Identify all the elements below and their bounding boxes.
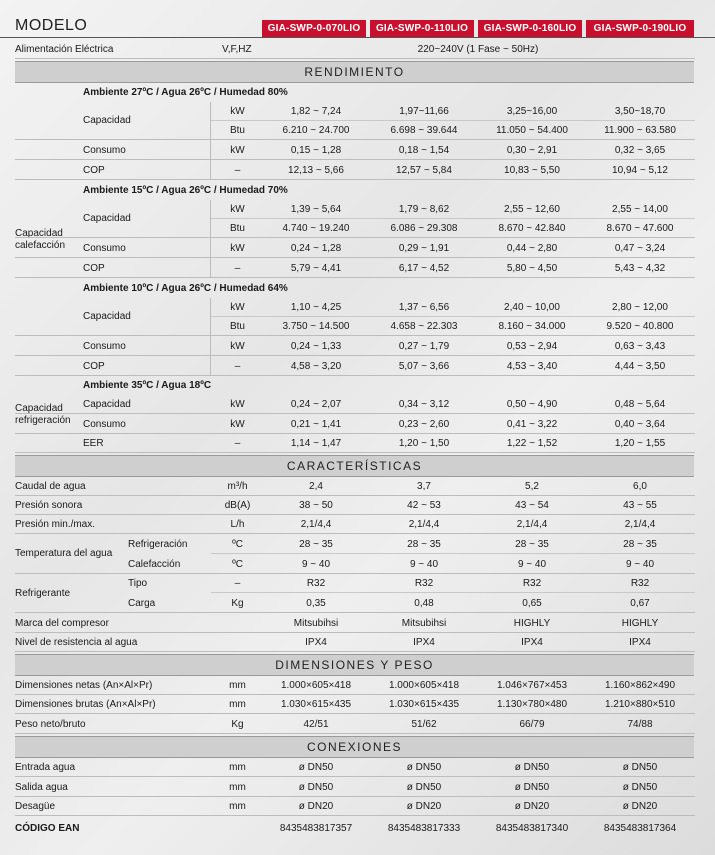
value: ø DN50 <box>298 762 334 773</box>
model-header <box>0 15 715 38</box>
unit: kW <box>230 399 245 410</box>
model-3: GIA-SWP-0-160LIO <box>478 20 582 37</box>
value: 3,7 <box>417 481 431 492</box>
value: ø DN50 <box>406 782 442 793</box>
unit: kW <box>230 106 245 117</box>
value: 8.160 ~ 34.000 <box>498 321 566 332</box>
value: 0,65 <box>522 598 542 609</box>
value: 2,55 ~ 12,60 <box>504 204 560 215</box>
value: ø DN50 <box>406 762 442 773</box>
value: ø DN20 <box>298 801 334 812</box>
value: 9 ~ 40 <box>625 559 655 570</box>
divider <box>210 200 211 278</box>
value: 1,20 ~ 1,50 <box>398 438 450 449</box>
value: 8435483817340 <box>495 823 569 834</box>
unit: mm <box>229 801 246 812</box>
dim-brutas-label: Dimensiones brutas (An×Al×Pr) <box>15 699 156 710</box>
value: 1.000×605×418 <box>280 680 352 691</box>
heating-block-1-consumo <box>0 141 715 160</box>
value: ø DN50 <box>514 762 550 773</box>
power-value: 220~240V (1 Fase ~ 50Hz) <box>417 44 539 55</box>
value: 3,25~16,00 <box>506 106 558 117</box>
heating-block-1-btu <box>0 115 715 140</box>
value: 12,13 ~ 5,66 <box>288 165 344 176</box>
value: 5,07 ~ 3,66 <box>398 361 450 372</box>
value: ø DN50 <box>298 782 334 793</box>
cooling-eer <box>0 434 715 453</box>
consumo-label: Consumo <box>83 243 126 254</box>
value: 1,39 ~ 5,64 <box>290 204 342 215</box>
value: 1,82 ~ 7,24 <box>290 106 342 117</box>
value: 66/79 <box>519 719 545 730</box>
value: 0,50 ~ 4,90 <box>506 399 558 410</box>
consumo-label: Consumo <box>83 145 126 156</box>
unit: – <box>234 165 241 176</box>
power-unit: V,F,HZ <box>222 44 252 55</box>
value: 43 ~ 55 <box>623 500 657 511</box>
consumo-label: Consumo <box>83 419 126 430</box>
value: Mitsubihsi <box>401 618 447 629</box>
unit: Btu <box>229 321 245 332</box>
unit: mm <box>229 782 246 793</box>
cooling-group-label-1: Capacidad <box>15 403 63 414</box>
value: 2,80 ~ 12,00 <box>612 302 668 313</box>
value: R32 <box>630 578 650 589</box>
refrigerante-group-label: Refrigerante <box>15 588 71 599</box>
caudal-label: Caudal de agua <box>15 481 86 492</box>
value: 43 ~ 54 <box>515 500 549 511</box>
dim-brutas-row <box>0 695 715 714</box>
temp-group-label: Temperatura del agua <box>15 548 113 559</box>
value: 1,37 ~ 6,56 <box>398 302 450 313</box>
presion-row <box>0 515 715 534</box>
cooling-group-label-2: refrigeración <box>15 415 71 426</box>
unit: Btu <box>229 125 245 136</box>
dim-netas-label: Dimensiones netas (An×Al×Pr) <box>15 680 153 691</box>
value: 0,24 ~ 1,28 <box>290 243 342 254</box>
model-1: GIA-SWP-0-070LIO <box>262 20 366 37</box>
section-rendimiento: RENDIMIENTO <box>15 61 694 83</box>
compresor-row <box>0 614 715 633</box>
desague-label: Desagüe <box>15 801 56 812</box>
value: 5,2 <box>525 481 539 492</box>
value: 8435483817364 <box>603 823 677 834</box>
value: 6,0 <box>633 481 647 492</box>
value: 8.670 ~ 47.600 <box>606 223 674 234</box>
value: Mitsubihsi <box>293 618 339 629</box>
unit: mm <box>229 699 246 710</box>
temp-cal-row <box>0 555 715 574</box>
heating-block-3-consumo <box>0 337 715 356</box>
value: 0,34 ~ 3,12 <box>398 399 450 410</box>
unit: kW <box>230 243 245 254</box>
capacidad-label: Capacidad <box>83 213 131 224</box>
value: ø DN50 <box>622 762 658 773</box>
heating-block-3-cop <box>0 357 715 376</box>
caudal-row <box>0 477 715 496</box>
cooling-capacidad <box>0 395 715 414</box>
heating-block-2-cop <box>0 259 715 278</box>
value: 28 ~ 35 <box>299 539 333 550</box>
value: 0,30 ~ 2,91 <box>506 145 558 156</box>
ean-label: CÓDIGO EAN <box>15 823 80 834</box>
heating-block-3-ambient <box>0 279 715 298</box>
unit: – <box>234 263 241 274</box>
desague-row <box>0 797 715 816</box>
value: 28 ~ 35 <box>515 539 549 550</box>
cop-label: COP <box>83 165 105 176</box>
value: 11.050 ~ 54.400 <box>496 125 568 136</box>
salida-label: Salida agua <box>15 782 68 793</box>
value: 0,47 ~ 3,24 <box>614 243 666 254</box>
value: 38 ~ 50 <box>299 500 333 511</box>
heating-block-2-btu <box>0 213 715 238</box>
value: 5,80 ~ 4,50 <box>506 263 558 274</box>
value: 5,43 ~ 4,32 <box>614 263 666 274</box>
unit: dB(A) <box>224 500 251 511</box>
consumo-label: Consumo <box>83 341 126 352</box>
value: 3,50~18,70 <box>614 106 666 117</box>
cop-label: COP <box>83 361 105 372</box>
value: 0,67 <box>630 598 650 609</box>
cooling-ambient <box>0 376 715 395</box>
capacidad-label: Capacidad <box>83 311 131 322</box>
value: 6.086 ~ 29.308 <box>390 223 458 234</box>
ambient-label: Ambiente 35ºC / Agua 18ºC <box>83 380 212 391</box>
temp-refr-label: Refrigeración <box>128 539 188 550</box>
unit: Kg <box>231 719 244 730</box>
unit: kW <box>230 145 245 156</box>
unit: – <box>234 438 241 449</box>
value: 28 ~ 35 <box>407 539 441 550</box>
value: ø DN50 <box>622 782 658 793</box>
heating-block-2-consumo <box>0 239 715 258</box>
section-dimensiones: DIMENSIONES Y PESO <box>15 654 694 676</box>
value: 4,58 ~ 3,20 <box>290 361 342 372</box>
presion-sonora-row <box>0 496 715 515</box>
value: 1,22 ~ 1,52 <box>506 438 558 449</box>
value: IPX4 <box>413 637 435 648</box>
value: 1.210×880×510 <box>604 699 676 710</box>
value: 10,83 ~ 5,50 <box>504 165 560 176</box>
value: 0,18 ~ 1,54 <box>398 145 450 156</box>
presion-label: Presión min./max. <box>15 519 96 530</box>
heating-block-2-ambient <box>0 181 715 200</box>
model-2: GIA-SWP-0-110LIO <box>370 20 474 37</box>
temp-cal-label: Calefacción <box>128 559 181 570</box>
value: 6,17 ~ 4,52 <box>398 263 450 274</box>
value: ø DN20 <box>406 801 442 812</box>
unit: L/h <box>230 519 245 530</box>
tipo-row <box>0 574 715 593</box>
value: 0,44 ~ 2,80 <box>506 243 558 254</box>
value: R32 <box>414 578 434 589</box>
value: 1.030×615×435 <box>388 699 460 710</box>
value: 74/88 <box>627 719 653 730</box>
value: 2,40 ~ 10,00 <box>504 302 560 313</box>
entrada-row <box>0 758 715 777</box>
value: 2,1/4,4 <box>408 519 440 530</box>
carga-label: Carga <box>128 598 156 609</box>
ambient-label: Ambiente 15ºC / Agua 26ºC / Humedad 70% <box>83 185 288 196</box>
value: 1,97~11,66 <box>399 106 449 117</box>
unit: kW <box>230 302 245 313</box>
value: 4,44 ~ 3,50 <box>614 361 666 372</box>
value: ø DN50 <box>514 782 550 793</box>
value: 0,63 ~ 3,43 <box>614 341 666 352</box>
value: 0,15 ~ 1,28 <box>290 145 342 156</box>
cooling-consumo <box>0 415 715 434</box>
section-conexiones: CONEXIONES <box>15 736 694 758</box>
value: R32 <box>522 578 542 589</box>
value: 0,24 ~ 2,07 <box>290 399 342 410</box>
value: 0,35 <box>306 598 326 609</box>
value: 6.210 ~ 24.700 <box>282 125 350 136</box>
divider <box>210 102 211 180</box>
value: 0,23 ~ 2,60 <box>398 419 450 430</box>
unit: kW <box>230 341 245 352</box>
ambient-label: Ambiente 27ºC / Agua 26ºC / Humedad 80% <box>83 87 288 98</box>
value: 42/51 <box>303 719 329 730</box>
value: 1.046×767×453 <box>496 680 568 691</box>
capacidad-label: Capacidad <box>83 399 131 410</box>
value: 0,48 ~ 5,64 <box>614 399 666 410</box>
eer-label: EER <box>83 438 104 449</box>
value: 10,94 ~ 5,12 <box>612 165 668 176</box>
value: R32 <box>306 578 326 589</box>
value: 12,57 ~ 5,84 <box>396 165 452 176</box>
value: 0,27 ~ 1,79 <box>398 341 450 352</box>
value: 28 ~ 35 <box>623 539 657 550</box>
value: 2,4 <box>309 481 323 492</box>
value: 4.740 ~ 19.240 <box>282 223 350 234</box>
unit: Kg <box>231 598 244 609</box>
value: 2,1/4,4 <box>300 519 332 530</box>
unit: mm <box>229 762 246 773</box>
value: 0,48 <box>414 598 434 609</box>
value: 9.520 ~ 40.800 <box>606 321 674 332</box>
model-4: GIA-SWP-0-190LIO <box>586 20 694 37</box>
value: 8435483817333 <box>387 823 461 834</box>
unit: – <box>234 361 241 372</box>
value: 1.130×780×480 <box>496 699 568 710</box>
heating-group-label-2: calefacción <box>15 240 66 251</box>
header-title: MODELO <box>15 17 88 34</box>
value: 0,32 ~ 3,65 <box>614 145 666 156</box>
value: 2,1/4,4 <box>624 519 656 530</box>
heating-block-1-cop <box>0 161 715 180</box>
presion-sonora-label: Presión sonora <box>15 500 83 511</box>
ambient-label: Ambiente 10ºC / Agua 26ºC / Humedad 64% <box>83 283 288 294</box>
value: 0,53 ~ 2,94 <box>506 341 558 352</box>
value: 1.000×605×418 <box>388 680 460 691</box>
value: 1,79 ~ 8,62 <box>398 204 450 215</box>
value: 4,53 ~ 3,40 <box>506 361 558 372</box>
entrada-label: Entrada agua <box>15 762 76 773</box>
ean-row <box>0 819 715 839</box>
cop-label: COP <box>83 263 105 274</box>
unit: ºC <box>232 559 243 570</box>
value: 1.030×615×435 <box>280 699 352 710</box>
value: 3.750 ~ 14.500 <box>282 321 350 332</box>
value: 1,10 ~ 4,25 <box>290 302 342 313</box>
peso-row <box>0 715 715 734</box>
value: HIGHLY <box>513 618 551 629</box>
value: HIGHLY <box>621 618 659 629</box>
heating-block-3-btu <box>0 311 715 336</box>
carga-row <box>0 594 715 613</box>
capacidad-label: Capacidad <box>83 115 131 126</box>
value: 0,21 ~ 1,41 <box>290 419 342 430</box>
value: ø DN20 <box>514 801 550 812</box>
unit: – <box>234 578 241 589</box>
value: 0,24 ~ 1,33 <box>290 341 342 352</box>
value: IPX4 <box>629 637 651 648</box>
unit: kW <box>230 204 245 215</box>
unit: mm <box>229 680 246 691</box>
value: 2,1/4,4 <box>516 519 548 530</box>
value: 42 ~ 53 <box>407 500 441 511</box>
value: 0,29 ~ 1,91 <box>398 243 450 254</box>
value: 2,55 ~ 14,00 <box>612 204 668 215</box>
peso-label: Peso neto/bruto <box>15 719 86 730</box>
value: 51/62 <box>411 719 437 730</box>
unit: ºC <box>232 539 243 550</box>
dim-netas-row <box>0 676 715 695</box>
value: 9 ~ 40 <box>517 559 547 570</box>
value: 1,20 ~ 1,55 <box>614 438 666 449</box>
unit: m³/h <box>227 481 248 492</box>
value: IPX4 <box>305 637 327 648</box>
value: 11.900 ~ 63.580 <box>604 125 676 136</box>
value: 0,40 ~ 3,64 <box>614 419 666 430</box>
resistencia-label: Nivel de resistencia al agua <box>15 637 138 648</box>
value: 4.658 ~ 22.303 <box>390 321 458 332</box>
unit: Btu <box>229 223 245 234</box>
resistencia-row <box>0 633 715 652</box>
value: IPX4 <box>521 637 543 648</box>
value: ø DN20 <box>622 801 658 812</box>
salida-row <box>0 778 715 797</box>
value: 8.670 ~ 42.840 <box>498 223 566 234</box>
value: 9 ~ 40 <box>409 559 439 570</box>
tipo-label: Tipo <box>128 578 148 589</box>
value: 1,14 ~ 1,47 <box>290 438 342 449</box>
section-caracteristicas: CARACTERÍSTICAS <box>15 455 694 477</box>
value: 0,41 ~ 3,22 <box>506 419 558 430</box>
heating-group-label-1: Capacidad <box>15 228 63 239</box>
compresor-label: Marca del compresor <box>15 618 109 629</box>
value: 1.160×862×490 <box>604 680 676 691</box>
power-label: Alimentación Eléctrica <box>15 44 114 55</box>
value: 9 ~ 40 <box>301 559 331 570</box>
unit: kW <box>230 419 245 430</box>
power-row <box>0 40 715 59</box>
value: 6.698 ~ 39.644 <box>390 125 458 136</box>
heating-block-1-ambient <box>0 83 715 102</box>
divider <box>210 298 211 376</box>
value: 8435483817357 <box>279 823 353 834</box>
value: 5,79 ~ 4,41 <box>290 263 342 274</box>
temp-refr-row <box>0 535 715 554</box>
